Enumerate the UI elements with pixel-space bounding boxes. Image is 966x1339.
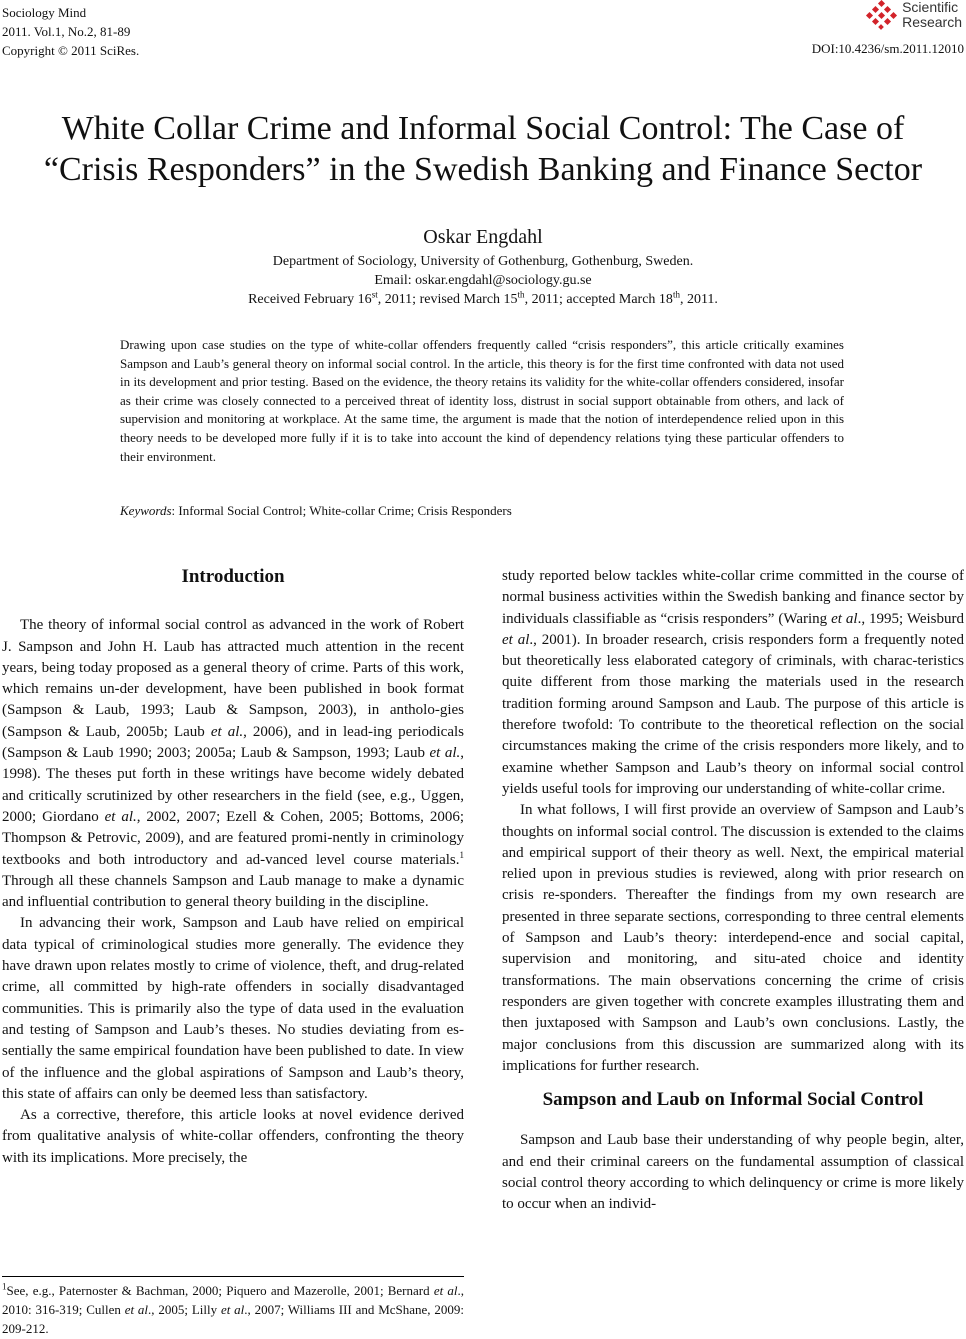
article-title — [0, 108, 966, 190]
footnote-mark: 1 — [2, 1281, 7, 1292]
received-dates: Received February 16st, 2011; revised March 15th, 2011; accepted March 18th, 2011. — [248, 289, 718, 307]
department: Department of Sociology, University of Gothenburg, Gothenburg, Sweden. — [272, 254, 694, 269]
intro-paragraph-4: study reported below tackles white-collar crime committed in the course of normal business activities within the Swedish banking and finance sector by individuals classifiable as “crisis responders” (Waring et al., 1995; Weisburd et al., 2001). In broader research, crisis responders form a frequently noted but theoretically less elaborated category of criminals, with charac-teristics quite different from those marking the materials used in the research tradition forming around Sampson and Laub. The purpose of this article is therefore twofold: To contribute to the theoretical reflection on the social circumstances making the crime of the crisis responders more likely, and to examine whether Sampson and Laub’s theory on informal social control yields useful tools for improving our understanding of white-collar crime. — [502, 568, 964, 797]
journal-volume: 2011. Vol.1, No.2, 81-89 — [2, 24, 131, 39]
publisher-line1: Scientific — [902, 0, 959, 15]
keywords — [120, 503, 512, 519]
introduction-heading: Introduction — [181, 566, 285, 587]
intro-paragraph-2: In advancing their work, Sampson and Laub have relied on empirical data typical of criminological studies more generally. The evidence they have drawn upon relates mostly to crime of violence, theft, and drug-related crime, all committed by high-rate offenders in socially disadvantaged communities. This is primarily also the type of data used in the evaluation and testing of Sampson and Laub’s theses. No studies deviating from es-sentially the same empirical foundation have been published to date. In view of the influence and the global aspirations of Sampson and Laub’s theory, this state of affairs can only be deemed less than satisfactory. — [2, 915, 464, 1102]
publisher-name — [902, 0, 962, 30]
abstract: Drawing upon case studies on the type of white-collar offenders frequently called “crisis responders”, this article critically examines Sampson and Laub’s general theory on informal social control. In the article, this theory is for the first time confronted with data not used in its development and prior testing. Based on the evidence, the theory retains its validity for the white-collar offenders considered, insofar as their crime was closely connected to a perceived threat of identity loss, distrust in social support obtainable from others, and lack of supervision and monitoring at workplace. At the same time, the argument is made that the notion of interdependence relied upon in this theory needs to be developed more fully if it is to take into account the kind of dependency relations tying these particular offenders to their environment. — [120, 337, 844, 464]
intro-paragraph-1: The theory of informal social control as advanced in the work of Robert J. Sampson and John H. Laub has attracted much attention in the recent years, being today proposed as a general theory of crime. Parts of this work, which remains un-der development, have been published in book format (Sampson & Laub, 1993; Laub & Sampson, 2003), in antholo-gies (Sampson & Laub, 2005b; Laub et al., 2006), and in lead-ing periodicals (Sampson & Laub 1990; 2003; 2005a; Laub & Sampson, 1993; Laub et al., 1998). The theses put forth in these writings have become widely debated and critically scrutinized by other researchers in the field (see, e.g., Uggen, 2000; Giordano et al., 2002, 2007; Ezell & Cohen, 2005; Bottoms, 2006; Thompson & Petrovic, 2009), and are featured promi-nently in criminology textbooks and both introductory and ad-vanced level course materials.$^1$ Through all these channels Sampson and Laub manage to make a dynamic and influential contribution to general theory building in the discipline. — [2, 617, 464, 911]
scientific-research-logo-icon — [864, 0, 898, 30]
email: Email: oskar.engdahl@sociology.gu.se — [374, 273, 592, 288]
journal-header — [2, 3, 139, 60]
keywords-label: Keywords — [120, 503, 172, 518]
keywords-list: : Informal Social Control; White-collar Crime; Crisis Responders — [171, 503, 512, 518]
publisher-logo — [864, 0, 962, 30]
affiliation-block — [0, 252, 966, 309]
journal-name: Sociology Mind — [2, 5, 87, 20]
intro-paragraph-3: As a corrective, therefore, this article looks at novel evidence derived from qualitative analysis of white-collar offenders, confronting the theory with its implications. More precisely, the — [2, 1107, 464, 1166]
title-line-2: “Crisis Responders” in the Swedish Banking and Finance Sector — [43, 151, 923, 188]
footnote-ref[interactable]: 1 — [459, 849, 464, 860]
footnote: $^1$See, e.g., Paternoster & Bachman, 2000; Piquero and Mazerolle, 2001; Bernard et al., 2010: 316-319; Cullen et al., 2005; Lilly et al., 2007; Williams III and McShane, 2009: 209-212. — [2, 1276, 464, 1338]
doi: DOI:10.4236/sm.2011.12010 — [811, 41, 964, 56]
left-column — [2, 566, 464, 1169]
title-line-1: White Collar Crime and Informal Social Control: The Case of — [61, 110, 905, 147]
section-heading-sampson-laub: Sampson and Laub on Informal Social Control — [542, 1089, 924, 1111]
copyright-line: Copyright © 2011 SciRes. — [2, 43, 140, 58]
section2-paragraph-1: Sampson and Laub base their understanding of why people begin, alter, and end their criminal careers on the fundamental assumption of classical social control theory according to which delinquency or crime is more likely to occur when an individ- — [502, 1132, 964, 1213]
publisher-line2: Research — [902, 14, 962, 30]
right-column — [502, 566, 964, 1216]
intro-paragraph-5: In what follows, I will first provide an overview of Sampson and Laub’s thoughts on informal social control. The discussion is extended to the claims and empirical support of their theory as well. Next, the empirical material relied upon in previous studies is reviewed, along with prior research on crisis re-sponders. Thereafter the findings from my own research are presented in three separate sections, corresponding to three central elements of Sampson and Laub’s theory: interdepend-ence and social capital, supervision and monitoring, and situ-ated choice and identity transformations. The main observations concerning the crime of crisis responders are given together with concrete examples illustrating them and then juxtaposed with Sampson and Laub’s own conclusions. Lastly, the major conclusions from this discussion are summarized along with its implications for further research. — [502, 802, 964, 1074]
author-name: Oskar Engdahl — [423, 226, 543, 248]
